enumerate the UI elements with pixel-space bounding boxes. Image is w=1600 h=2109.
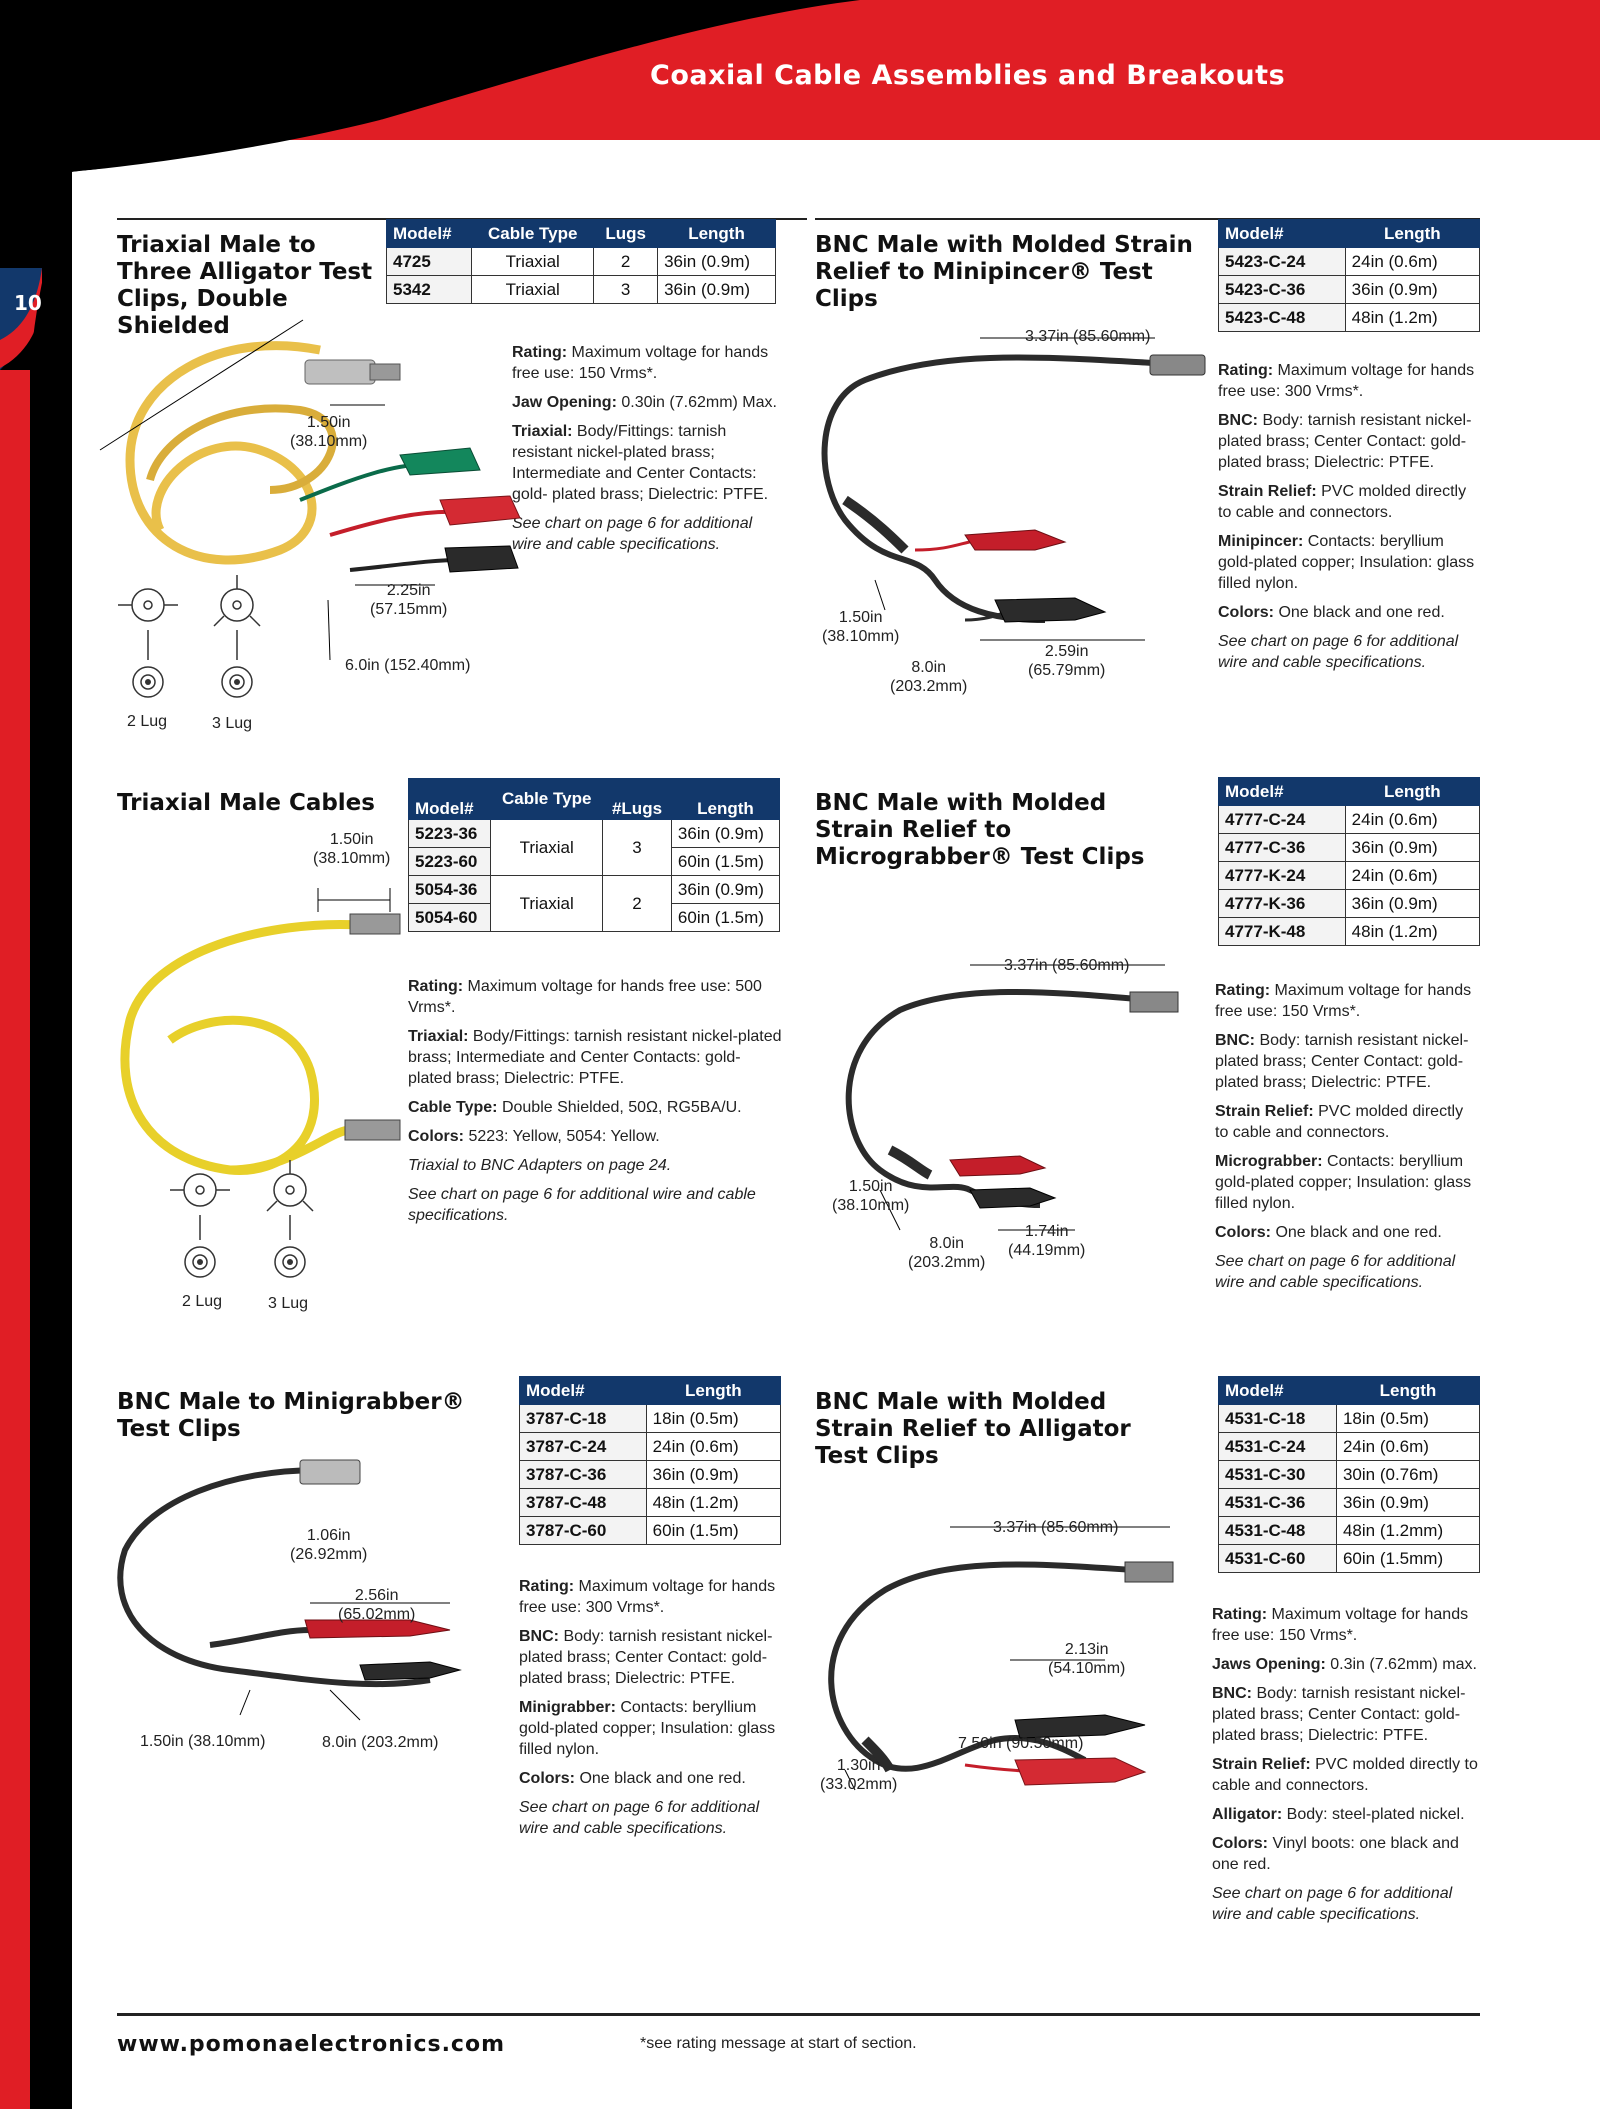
model-cell: 3787-C-48 [520, 1489, 647, 1517]
spec-item [512, 392, 782, 413]
spec-item [408, 1155, 783, 1176]
cell: Triaxial [491, 820, 603, 876]
dimension-label: 8.0in (203.2mm) [322, 1734, 439, 1751]
cell: 60in (1.5m) [671, 848, 779, 876]
section-title: BNC Male with Molded Strain Relief to Minipincer® Test Clips [815, 232, 1193, 312]
dimension-label: 1.50in (38.10mm) [832, 1178, 910, 1214]
col-header: Model# [409, 779, 491, 820]
spec-item [519, 1626, 784, 1689]
cell: 36in (0.9m) [658, 248, 776, 276]
spec-item [1212, 1833, 1480, 1875]
spec-list [519, 1576, 784, 1847]
dimension-label: 3.37in (85.60mm) [1004, 957, 1130, 974]
cell: 24in (0.6m) [1345, 248, 1479, 276]
table-row [520, 1461, 781, 1489]
table-row [1219, 834, 1480, 862]
dimension-label: 1.06in (26.92mm) [290, 1527, 368, 1563]
spec-text: Contacts: beryllium gold-plated copper; Insulation: glass filled nylon. [1218, 533, 1475, 592]
spec-list [1212, 1604, 1480, 1933]
cell: 48in (1.2m) [1345, 304, 1479, 332]
col-header: Length [646, 1377, 780, 1405]
spec-label: Colors: [1212, 1835, 1268, 1852]
cell: 36in (0.9m) [671, 876, 779, 904]
cell: 36in (0.9m) [1345, 834, 1479, 862]
dimension-label: 1.50in (38.10mm) [822, 609, 900, 645]
model-cell: 5054-60 [409, 904, 491, 932]
spec-label: Strain Relief: [1212, 1756, 1311, 1773]
model-table [386, 219, 776, 304]
spec-item [1212, 1604, 1480, 1646]
spec-label: BNC: [1215, 1032, 1255, 1049]
cell: Triaxial [491, 876, 603, 932]
spec-label: Rating: [519, 1578, 575, 1595]
spec-text: One black and one red. [1271, 1224, 1442, 1241]
dimension-label: 3.37in (85.60mm) [1025, 328, 1151, 345]
spec-item [1218, 410, 1480, 473]
spec-item [519, 1697, 784, 1760]
spec-text: Maximum voltage for hands free use: 150 Vrms*. [1215, 982, 1472, 1020]
table-row [1219, 248, 1480, 276]
spec-text: Maximum voltage for hands free use: 150 Vrms*. [1212, 1606, 1469, 1644]
model-table [408, 778, 780, 932]
model-table [1218, 219, 1480, 332]
spec-label: Rating: [1212, 1606, 1268, 1623]
spec-item [1215, 1101, 1480, 1143]
table-row [520, 1517, 781, 1545]
spec-item [1212, 1804, 1480, 1825]
spec-label: Minipincer: [1218, 533, 1304, 550]
spec-list [408, 976, 783, 1234]
model-cell: 4531-C-18 [1219, 1405, 1337, 1433]
table-row [1219, 304, 1480, 332]
spec-label: Colors: [519, 1770, 575, 1787]
dimension-label: 1.30in (33.02mm) [820, 1757, 898, 1793]
spec-text: Body/Fittings: tarnish resistant nickel-plated brass; Intermediate and Center Contacts: gold-plated brass; Dielectric: PTFE. [408, 1028, 782, 1087]
spec-item [1215, 980, 1480, 1022]
model-cell: 3787-C-36 [520, 1461, 647, 1489]
cable-illustration [815, 1510, 1185, 1870]
spec-text: One black and one red. [1274, 604, 1445, 621]
cable-illustration [100, 320, 530, 740]
spec-text: 5223: Yellow, 5054: Yellow. [464, 1128, 660, 1145]
spec-item [519, 1768, 784, 1789]
spec-text: PVC molded directly to cable and connectors. [1218, 483, 1467, 521]
spec-label: Triaxial: [512, 423, 573, 440]
spec-item [1215, 1222, 1480, 1243]
model-cell: 5223-36 [409, 820, 491, 848]
model-cell: 4531-C-24 [1219, 1433, 1337, 1461]
spec-list [1215, 980, 1480, 1301]
spec-item [1218, 531, 1480, 594]
cell: 60in (1.5m) [671, 904, 779, 932]
spec-text: Maximum voltage for hands free use: 150 Vrms*. [512, 344, 769, 382]
spec-label: Colors: [1218, 604, 1274, 621]
table-row [520, 1405, 781, 1433]
spec-label: Micrograbber: [1215, 1153, 1323, 1170]
col-header: Length [1345, 778, 1479, 806]
cell: 3 [603, 820, 672, 876]
spec-item [1218, 360, 1480, 402]
cell: 24in (0.6m) [1345, 806, 1479, 834]
section-title: Triaxial Male to Three Alligator Test Clips, Double Shielded [117, 232, 373, 339]
cell: 18in (0.5m) [1336, 1405, 1479, 1433]
model-cell: 5342 [387, 276, 472, 304]
table-row [1219, 1489, 1480, 1517]
spec-label: BNC: [1212, 1685, 1252, 1702]
spec-item [512, 421, 782, 505]
cable-illustration [820, 940, 1180, 1270]
model-cell: 4777-C-24 [1219, 806, 1346, 834]
spec-item [1215, 1251, 1480, 1293]
dimension-label: 8.0in (203.2mm) [890, 659, 968, 695]
spec-text: 0.30in (7.62mm) Max. [616, 394, 777, 411]
lug-label: 3 Lug [268, 1295, 309, 1312]
cable-illustration [110, 1440, 490, 1740]
page-number: 10 [14, 291, 42, 315]
col-header: Length [1336, 1377, 1479, 1405]
spec-label: Rating: [1215, 982, 1271, 999]
dimension-label: 1.50in (38.10mm) [140, 1733, 266, 1750]
cell: 24in (0.6m) [646, 1433, 780, 1461]
spec-text: Contacts: beryllium gold-plated copper; Insulation: glass filled nylon. [519, 1699, 776, 1758]
table-row [1219, 1517, 1480, 1545]
model-cell: 4531-C-60 [1219, 1545, 1337, 1573]
model-cell: 3787-C-18 [520, 1405, 647, 1433]
spec-label: Triaxial: [408, 1028, 469, 1045]
spec-label: Rating: [512, 344, 568, 361]
table-row [1219, 890, 1480, 918]
table-row [1219, 1545, 1480, 1573]
col-header: Model# [387, 220, 472, 248]
spec-text: See chart on page 6 for additional wire and cable specifications. [519, 1799, 760, 1837]
spec-text: Contacts: beryllium gold-plated copper; Insulation: glass filled nylon. [1215, 1153, 1472, 1212]
spec-label: Colors: [1215, 1224, 1271, 1241]
section-title: BNC Male with Molded Strain Relief to Alligator Test Clips [815, 1389, 1131, 1469]
spec-text: Maximum voltage for hands free use: 300 Vrms*. [519, 1578, 776, 1616]
col-header: Cable Type [472, 220, 594, 248]
spec-item [1218, 602, 1480, 623]
lug-label: 3 Lug [212, 715, 253, 732]
dimension-label: 2.59in (65.79mm) [1028, 643, 1106, 679]
table-row [1219, 918, 1480, 946]
spec-item [408, 1126, 783, 1147]
col-header: Model# [520, 1377, 647, 1405]
table-row [409, 876, 780, 904]
table-row [520, 1433, 781, 1461]
spec-text: One black and one red. [575, 1770, 746, 1787]
spec-label: Jaw Opening: [512, 394, 617, 411]
spec-list [512, 342, 782, 563]
model-cell: 4777-C-36 [1219, 834, 1346, 862]
col-header: Cable Type [491, 779, 603, 820]
spec-text: Body: tarnish resistant nickel-plated brass; Center Contact: gold-plated brass; Dielectric: PTFE. [1215, 1032, 1469, 1091]
cell: Triaxial [472, 276, 594, 304]
spec-text: PVC molded directly to cable and connectors. [1215, 1103, 1464, 1141]
model-cell: 4531-C-36 [1219, 1489, 1337, 1517]
section-title: BNC Male to Minigrabber® Test Clips [117, 1389, 465, 1442]
cell: 36in (0.9m) [1345, 890, 1479, 918]
spec-label: Rating: [408, 978, 464, 995]
spec-text: PVC molded directly to cable and connectors. [1212, 1756, 1478, 1794]
cell: 36in (0.9m) [671, 820, 779, 848]
spec-text: 0.3in (7.62mm) max. [1325, 1656, 1477, 1673]
spec-label: Cable Type: [408, 1099, 498, 1116]
dimension-label: 2.56in (65.02mm) [338, 1587, 416, 1623]
section-title: BNC Male with Molded Strain Relief to Micrograbber® Test Clips [815, 790, 1145, 870]
dimension-label: 7.50in (90.50mm) [958, 1735, 1084, 1752]
spec-item [1212, 1754, 1480, 1796]
model-cell: 3787-C-60 [520, 1517, 647, 1545]
spec-label: BNC: [519, 1628, 559, 1645]
spec-list [1218, 360, 1480, 681]
col-header: Lugs [594, 220, 658, 248]
model-table [1218, 1376, 1480, 1573]
spec-item [512, 342, 782, 384]
model-cell: 5423-C-36 [1219, 276, 1346, 304]
spec-text: Double Shielded, 50Ω, RG5BA/U. [497, 1099, 742, 1116]
table-row [1219, 1405, 1480, 1433]
model-cell: 4531-C-48 [1219, 1517, 1337, 1545]
spec-text: Maximum voltage for hands free use: 300 Vrms*. [1218, 362, 1475, 400]
lug-label: 2 Lug [182, 1293, 223, 1310]
cell: 30in (0.76m) [1336, 1461, 1479, 1489]
col-header: Model# [1219, 778, 1346, 806]
model-cell: 4725 [387, 248, 472, 276]
spec-text: See chart on page 6 for additional wire and cable specifications. [1215, 1253, 1456, 1291]
spec-label: Strain Relief: [1218, 483, 1317, 500]
lug-label: 2 Lug [127, 713, 168, 730]
spec-label: Rating: [1218, 362, 1274, 379]
spec-label: Strain Relief: [1215, 1103, 1314, 1120]
footer-note: *see rating message at start of section. [640, 2035, 917, 2052]
spec-text: Maximum voltage for hands free use: 500 Vrms*. [408, 978, 762, 1016]
spec-item [408, 1097, 783, 1118]
cell: 48in (1.2m) [1345, 918, 1479, 946]
model-table [519, 1376, 781, 1545]
spec-item [1212, 1883, 1480, 1925]
cell: 48in (1.2mm) [1336, 1517, 1479, 1545]
spec-item [408, 1184, 783, 1226]
cell: 48in (1.2m) [646, 1489, 780, 1517]
model-cell: 4777-K-36 [1219, 890, 1346, 918]
model-cell: 4531-C-30 [1219, 1461, 1337, 1489]
spec-label: Alligator: [1212, 1806, 1283, 1823]
model-cell: 4777-K-24 [1219, 862, 1346, 890]
col-header: Length [658, 220, 776, 248]
dimension-label: 1.50in (38.10mm) [290, 414, 368, 450]
table-row [1219, 1461, 1480, 1489]
cell: 24in (0.6m) [1336, 1433, 1479, 1461]
spec-text: See chart on page 6 for additional wire and cable specifications. [408, 1186, 756, 1224]
footer-website-link[interactable]: www.pomonaelectronics.com [117, 2032, 506, 2057]
col-header: Model# [1219, 220, 1346, 248]
spec-item [1218, 481, 1480, 523]
spec-text: Body: steel-plated nickel. [1282, 1806, 1465, 1823]
spec-label: BNC: [1218, 412, 1258, 429]
cell: 36in (0.9m) [1336, 1489, 1479, 1517]
table-row [387, 248, 776, 276]
table-row [409, 820, 780, 848]
spec-item [1215, 1151, 1480, 1214]
footer-rule [117, 2013, 1480, 2016]
dimension-label: 2.25in (57.15mm) [370, 582, 448, 618]
cell: 36in (0.9m) [658, 276, 776, 304]
model-cell: 3787-C-24 [520, 1433, 647, 1461]
col-header: Length [1345, 220, 1479, 248]
spec-text: Triaxial to BNC Adapters on page 24. [408, 1157, 672, 1174]
model-table [1218, 777, 1480, 946]
spec-item [519, 1797, 784, 1839]
cell: 60in (1.5m) [646, 1517, 780, 1545]
cable-illustration [110, 870, 410, 1290]
spec-text: Body: tarnish resistant nickel-plated brass; Center Contact: gold-plated brass; Dielectric: PTFE. [1218, 412, 1472, 471]
model-cell: 5423-C-48 [1219, 304, 1346, 332]
section-title: Triaxial Male Cables [117, 790, 375, 816]
dimension-label: 8.0in (203.2mm) [908, 1235, 986, 1271]
model-cell: 5054-36 [409, 876, 491, 904]
dimension-label: 6.0in (152.40mm) [345, 657, 471, 674]
spec-item [408, 976, 783, 1018]
cell: 3 [594, 276, 658, 304]
section-header-title: Coaxial Cable Assemblies and Breakouts [650, 60, 1286, 91]
spec-item [1212, 1654, 1480, 1675]
spec-item [1215, 1030, 1480, 1093]
spec-text: See chart on page 6 for additional wire and cable specifications. [1218, 633, 1459, 671]
dimension-label: 2.13in (54.10mm) [1048, 1641, 1126, 1677]
cell: 2 [594, 248, 658, 276]
spec-item [1212, 1683, 1480, 1746]
dimension-label: 3.37in (85.60mm) [993, 1519, 1119, 1536]
spec-text: See chart on page 6 for additional wire and cable specifications. [512, 515, 753, 553]
cell: 18in (0.5m) [646, 1405, 780, 1433]
spec-text: See chart on page 6 for additional wire and cable specifications. [1212, 1885, 1453, 1923]
model-cell: 4777-K-48 [1219, 918, 1346, 946]
cell: 60in (1.5mm) [1336, 1545, 1479, 1573]
spec-item [519, 1576, 784, 1618]
dimension-label: 1.50in (38.10mm) [313, 831, 391, 867]
cell: 2 [603, 876, 672, 932]
cell: 36in (0.9m) [1345, 276, 1479, 304]
spec-label: Jaws Opening: [1212, 1656, 1326, 1673]
spec-item [1218, 631, 1480, 673]
spec-item [512, 513, 782, 555]
table-row [1219, 1433, 1480, 1461]
spec-text: Body: tarnish resistant nickel-plated brass; Center Contact: gold-plated brass; Dielectric: PTFE. [519, 1628, 773, 1687]
cell: 24in (0.6m) [1345, 862, 1479, 890]
model-cell: 5223-60 [409, 848, 491, 876]
table-row [1219, 276, 1480, 304]
dimension-label: 1.74in (44.19mm) [1008, 1223, 1086, 1259]
table-row [520, 1489, 781, 1517]
spec-label: Minigrabber: [519, 1699, 616, 1716]
model-cell: 5423-C-24 [1219, 248, 1346, 276]
spec-item [408, 1026, 783, 1089]
table-row [1219, 806, 1480, 834]
spec-text: Vinyl boots: one black and one red. [1212, 1835, 1459, 1873]
spec-label: Colors: [408, 1128, 464, 1145]
col-header: Model# [1219, 1377, 1337, 1405]
cell: Triaxial [472, 248, 594, 276]
cell: 36in (0.9m) [646, 1461, 780, 1489]
table-row [1219, 862, 1480, 890]
col-header: #Lugs [603, 779, 672, 820]
spec-text: Body: tarnish resistant nickel-plated brass; Center Contact: gold-plated brass; Dielectric: PTFE. [1212, 1685, 1466, 1744]
spec-text: Body/Fittings: tarnish resistant nickel-plated brass; Intermediate and Center Contacts: gold- plated brass; Dielectric: PTFE. [512, 423, 769, 503]
col-header: Length [671, 779, 779, 820]
table-row [387, 276, 776, 304]
